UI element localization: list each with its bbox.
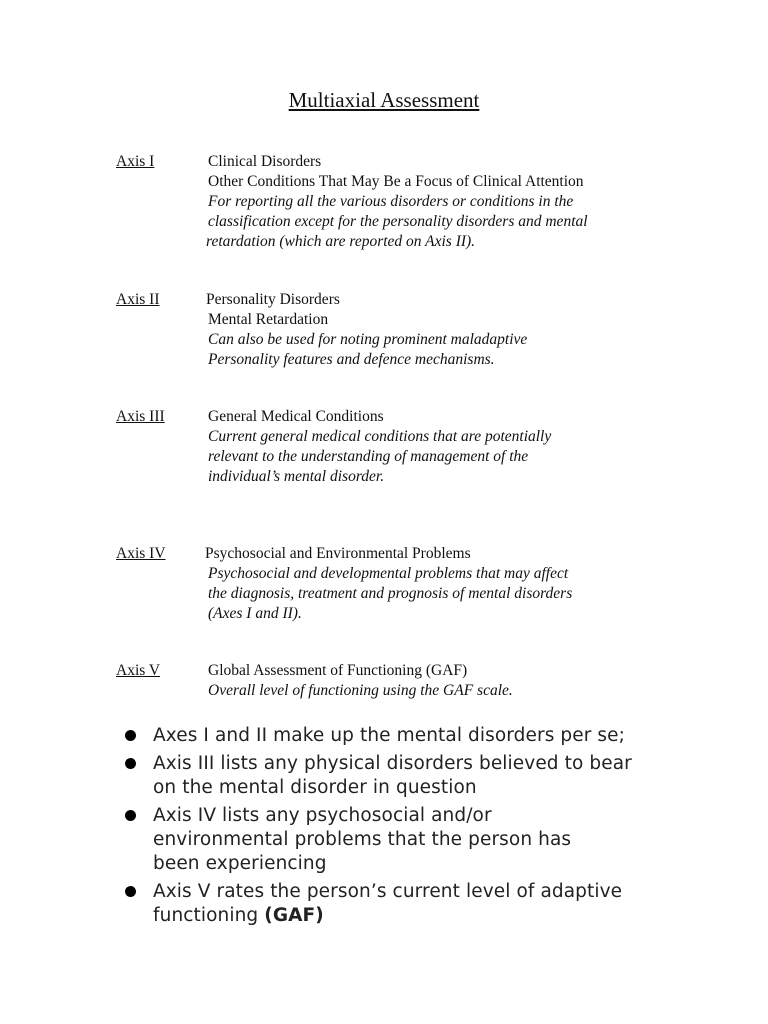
bullet-text: Axis III lists any physical disorders believed to bear — [153, 753, 632, 774]
axis-line: Psychosocial and Environmental Problems — [205, 545, 471, 562]
axis-line: Global Assessment of Functioning (GAF) — [208, 662, 468, 679]
bullet-icon — [125, 758, 136, 769]
bullet-icon — [125, 810, 136, 821]
bullet-text: been experiencing — [153, 853, 327, 874]
bullet-icon — [125, 730, 136, 741]
axis-line: Can also be used for noting prominent maladaptive — [208, 331, 528, 348]
axis-description — [208, 407, 678, 487]
axis-line: retardation (which are reported on Axis II). — [206, 233, 476, 250]
list-item — [124, 752, 684, 800]
bullet-text: Axis V rates the person’s current level of adaptive — [153, 881, 623, 902]
bullet-text-line — [153, 904, 684, 928]
bullet-text: on the mental disorder in question — [153, 777, 477, 798]
axis-line: classification except for the personality disorders and mental — [208, 213, 588, 230]
axis-line: Personality Disorders — [206, 291, 340, 308]
axis-label: Axis III — [116, 408, 165, 425]
axis-line: Psychosocial and developmental problems that may affect — [208, 565, 569, 582]
gaf-emphasis: (GAF) — [264, 905, 324, 926]
bullet-text: functioning — [153, 905, 265, 926]
list-item — [124, 804, 684, 876]
axis-line: General Medical Conditions — [208, 408, 384, 425]
axis-description — [208, 152, 678, 252]
axis-line: Overall level of functioning using the GAF scale. — [208, 682, 513, 699]
axis-description — [208, 290, 678, 370]
axis-line: relevant to the understanding of management of the — [208, 448, 529, 465]
axis-description — [205, 544, 678, 624]
axis-line: individual’s mental disorder. — [208, 468, 385, 485]
axis-description — [208, 661, 678, 701]
axis-label: Axis II — [116, 291, 160, 308]
axis-line: For reporting all the various disorders or conditions in the — [208, 193, 574, 210]
axis-line: Current general medical conditions that are potentially — [208, 428, 552, 445]
bullet-text: environmental problems that the person has — [153, 829, 572, 850]
page-title: Multiaxial Assessment — [288, 88, 480, 112]
list-item — [124, 880, 684, 928]
bullet-text: Axes I and II make up the mental disorders per se; — [153, 725, 625, 746]
axis-line: (Axes I and II). — [208, 605, 302, 622]
axis-line: Clinical Disorders — [208, 153, 322, 170]
axis-line: Other Conditions That May Be a Focus of Clinical Attention — [208, 173, 584, 190]
axis-line: Personality features and defence mechanisms. — [208, 351, 495, 368]
axis-label: Axis I — [116, 153, 155, 170]
axis-line: Mental Retardation — [208, 311, 329, 328]
bullet-list — [124, 724, 684, 932]
axis-label: Axis V — [116, 662, 161, 679]
list-item — [124, 724, 684, 748]
bullet-text: Axis IV lists any psychosocial and/or — [153, 805, 492, 826]
bullet-icon — [125, 886, 136, 897]
axis-label: Axis IV — [116, 545, 166, 562]
axis-line: the diagnosis, treatment and prognosis of mental disorders — [208, 585, 573, 602]
